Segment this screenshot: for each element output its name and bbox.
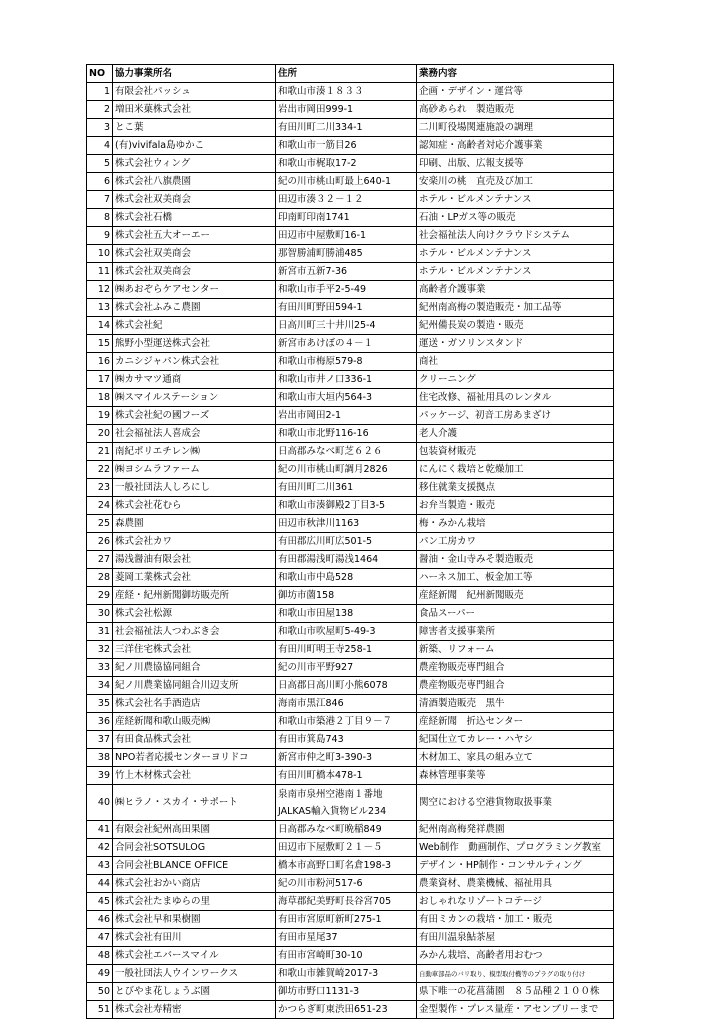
business-name: 株式会社おかい商店	[113, 875, 276, 893]
table-row	[87, 317, 614, 335]
business-content: 新築、リフォーム	[417, 641, 614, 659]
address: 海草郡紀美野町長谷宮705	[276, 893, 417, 911]
address-line-1: 泉南市泉州空港南１番地	[278, 788, 383, 800]
business-name: 株式会社双美商会	[113, 191, 276, 209]
table-row	[87, 263, 614, 281]
address: 新宮市仲之町3-390-3	[276, 749, 417, 767]
table-row	[87, 101, 614, 119]
row-number: 21	[87, 443, 113, 461]
row-number: 13	[87, 299, 113, 317]
business-name: 紀ノ川農業協同組合川辺支所	[113, 677, 276, 695]
business-name: 株式会社石橋	[113, 209, 276, 227]
business-content: にんにく栽培と乾燥加工	[417, 461, 614, 479]
business-name: 合同会社SOTSULOG	[113, 839, 276, 857]
business-name: (有)vivifala島ゆかこ	[113, 137, 276, 155]
business-name: 三洋住宅株式会社	[113, 641, 276, 659]
business-name: 株式会社寿精密	[113, 1001, 276, 1019]
table-row	[87, 965, 614, 983]
address: 御坊市野口1131-3	[276, 983, 417, 1001]
table-row	[87, 713, 614, 731]
business-name: ㈱スマイルステーション	[113, 389, 276, 407]
business-content: パッケージ、初音工房あまざけ	[417, 407, 614, 425]
business-name: 株式会社名手酒造店	[113, 695, 276, 713]
business-content: 紀州南高梅発祥農園	[417, 821, 614, 839]
table-row	[87, 929, 614, 947]
row-number: 42	[87, 839, 113, 857]
table-row	[87, 425, 614, 443]
cooperating-businesses-table	[86, 64, 614, 1019]
business-name: 株式会社エバースマイル	[113, 947, 276, 965]
business-content: 木材加工、家具の組み立て	[417, 749, 614, 767]
header-business-content: 業務内容	[417, 65, 614, 83]
table-row	[87, 479, 614, 497]
business-content: 森林管理事業等	[417, 767, 614, 785]
row-number: 28	[87, 569, 113, 587]
row-number: 12	[87, 281, 113, 299]
address: 御坊市薗158	[276, 587, 417, 605]
business-content: 醤油・金山寺みそ製造販売	[417, 551, 614, 569]
business-name: 株式会社紀	[113, 317, 276, 335]
table-row	[87, 209, 614, 227]
table-row	[87, 731, 614, 749]
business-content: みかん栽培、高齢者用おむつ	[417, 947, 614, 965]
address: 岩出市岡田2-1	[276, 407, 417, 425]
table-row	[87, 839, 614, 857]
business-content: 企画・デザイン・運営等	[417, 83, 614, 101]
table-row	[87, 533, 614, 551]
business-name: NPO若者応援センターヨリドコ	[113, 749, 276, 767]
table-row	[87, 137, 614, 155]
business-name: 有田食品株式会社	[113, 731, 276, 749]
row-number: 5	[87, 155, 113, 173]
business-content: 有田ミカンの栽培・加工・販売	[417, 911, 614, 929]
business-content: Web制作 動画制作、プログラミング教室	[417, 839, 614, 857]
table-row	[87, 191, 614, 209]
row-number: 45	[87, 893, 113, 911]
business-content: ホテル・ビルメンテナンス	[417, 263, 614, 281]
address: 有田川町明王寺258-1	[276, 641, 417, 659]
business-content: 有田川温泉鮎茶屋	[417, 929, 614, 947]
address: かつらぎ町東渋田651-23	[276, 1001, 417, 1019]
business-name: 湯浅醤油有限会社	[113, 551, 276, 569]
row-number: 7	[87, 191, 113, 209]
business-name: 一般社団法人ウインワークス	[113, 965, 276, 983]
business-content: 金型製作・プレス量産・アセンブリーまで	[417, 1001, 614, 1019]
row-number: 17	[87, 371, 113, 389]
address: 有田市宮原町新町275-1	[276, 911, 417, 929]
row-number: 2	[87, 101, 113, 119]
address: 有田川町野田594-1	[276, 299, 417, 317]
address: 田辺市中屋敷町16-1	[276, 227, 417, 245]
address: 有田川町二川334-1	[276, 119, 417, 137]
business-content: 食品スーパー	[417, 605, 614, 623]
business-name: 株式会社カワ	[113, 533, 276, 551]
row-number: 39	[87, 767, 113, 785]
address-line-2: JALKAS輸入貨物ビル234	[278, 805, 387, 817]
address: 和歌山市北野116-16	[276, 425, 417, 443]
row-number: 35	[87, 695, 113, 713]
business-content: 産経新聞 折込センター	[417, 713, 614, 731]
business-name: 株式会社花むら	[113, 497, 276, 515]
business-name: 菱岡工業株式会社	[113, 569, 276, 587]
address: 和歌山市築港２丁目９－７	[276, 713, 417, 731]
address: 和歌山市手平2-5-49	[276, 281, 417, 299]
business-content: 自動車部品のバリ取り、模型取付機等のプラグの取り付け	[417, 965, 614, 983]
table-row	[87, 83, 614, 101]
business-content: 紀国仕立てカレー・ハヤシ	[417, 731, 614, 749]
row-number: 26	[87, 533, 113, 551]
business-name: 株式会社八旗農園	[113, 173, 276, 191]
row-number: 51	[87, 1001, 113, 1019]
business-content: 老人介護	[417, 425, 614, 443]
table-row	[87, 461, 614, 479]
business-name: 株式会社双美商会	[113, 263, 276, 281]
address: 和歌山市湊御殿2丁目3-5	[276, 497, 417, 515]
address: 那智勝浦町勝浦485	[276, 245, 417, 263]
business-name: 一般社団法人しろにし	[113, 479, 276, 497]
business-content: 関空における空港貨物取扱事業	[417, 785, 614, 821]
business-content: 商社	[417, 353, 614, 371]
table-row	[87, 641, 614, 659]
row-number: 20	[87, 425, 113, 443]
row-number: 44	[87, 875, 113, 893]
business-content: ホテル・ビルメンテナンス	[417, 245, 614, 263]
address: 田辺市湊３２－１２	[276, 191, 417, 209]
business-name: 株式会社松源	[113, 605, 276, 623]
row-number: 15	[87, 335, 113, 353]
business-name: とびやま花しょうぶ園	[113, 983, 276, 1001]
row-number: 24	[87, 497, 113, 515]
business-name: カニシジャパン株式会社	[113, 353, 276, 371]
business-content: 移住就業支援拠点	[417, 479, 614, 497]
business-content: 産経新聞 紀州新聞販売	[417, 587, 614, 605]
address: 和歌山市中島528	[276, 569, 417, 587]
business-name: 株式会社早和果樹園	[113, 911, 276, 929]
address: 有田郡広川町広501-5	[276, 533, 417, 551]
row-number: 40	[87, 785, 113, 821]
business-content: 社会福祉法人向けクラウドシステム	[417, 227, 614, 245]
header-no: NO	[87, 65, 113, 83]
business-content: 認知症・高齢者対応介護事業	[417, 137, 614, 155]
table-row	[87, 767, 614, 785]
table-row	[87, 875, 614, 893]
row-number: 50	[87, 983, 113, 1001]
header-address: 住所	[276, 65, 417, 83]
table-row	[87, 623, 614, 641]
address: 和歌山市湊１８３３	[276, 83, 417, 101]
address: 和歌山市梅原579-8	[276, 353, 417, 371]
address: 日高郡日高川町小熊6078	[276, 677, 417, 695]
business-content: 清酒製造販売 黒牛	[417, 695, 614, 713]
address: 有田市星尾37	[276, 929, 417, 947]
table-row	[87, 749, 614, 767]
business-content: 二川町役場関連施設の調理	[417, 119, 614, 137]
table-row	[87, 659, 614, 677]
business-name: ㈱ヒラノ・スカイ・サポート	[113, 785, 276, 821]
business-name: 熊野小型運送株式会社	[113, 335, 276, 353]
row-number: 41	[87, 821, 113, 839]
business-content: お弁当製造・販売	[417, 497, 614, 515]
address: 岩出市岡田999-1	[276, 101, 417, 119]
table-row	[87, 119, 614, 137]
table-row	[87, 281, 614, 299]
address: 田辺市下屋敷町２１－５	[276, 839, 417, 857]
business-content: 包装資材販売	[417, 443, 614, 461]
business-content: 農業資材、農業機械、福祉用具	[417, 875, 614, 893]
business-content: 安楽川の桃 直売及び加工	[417, 173, 614, 191]
business-name: 森農園	[113, 515, 276, 533]
business-name: 株式会社五大オーエー	[113, 227, 276, 245]
table-row	[87, 911, 614, 929]
header-business-name: 協力事業所名	[113, 65, 276, 83]
address: 和歌山市梶取17-2	[276, 155, 417, 173]
row-number: 11	[87, 263, 113, 281]
address: 和歌山市一筋目26	[276, 137, 417, 155]
address: 日高郡みなべ町芝６２６	[276, 443, 417, 461]
address: 有田市箕島743	[276, 731, 417, 749]
table-row	[87, 947, 614, 965]
table-row	[87, 155, 614, 173]
row-number: 34	[87, 677, 113, 695]
table-row	[87, 335, 614, 353]
business-content: 高齢者介護事業	[417, 281, 614, 299]
business-content: デザイン・HP制作・コンサルティング	[417, 857, 614, 875]
business-content: 紀州備長炭の製造・販売	[417, 317, 614, 335]
business-content: パン工房カワ	[417, 533, 614, 551]
business-content: ハーネス加工、板金加工等	[417, 569, 614, 587]
business-name: 社会福祉法人つわぶき会	[113, 623, 276, 641]
business-name: 株式会社双美商会	[113, 245, 276, 263]
row-number: 6	[87, 173, 113, 191]
address: 和歌山市大垣内564-3	[276, 389, 417, 407]
row-number: 22	[87, 461, 113, 479]
business-content: 住宅改修、福祉用具のレンタル	[417, 389, 614, 407]
row-number: 38	[87, 749, 113, 767]
row-number: 49	[87, 965, 113, 983]
business-content: 梅・みかん栽培	[417, 515, 614, 533]
business-name: 株式会社ウィング	[113, 155, 276, 173]
table-row	[87, 497, 614, 515]
business-name: 株式会社ふみこ農園	[113, 299, 276, 317]
address: 新宮市五新7-36	[276, 263, 417, 281]
row-number: 27	[87, 551, 113, 569]
address: 新宮市あけぼの４－１	[276, 335, 417, 353]
row-number: 47	[87, 929, 113, 947]
address: 紀の川市平野927	[276, 659, 417, 677]
table-row	[87, 551, 614, 569]
address: 紀の川市粉河517-6	[276, 875, 417, 893]
table-row	[87, 299, 614, 317]
row-number: 46	[87, 911, 113, 929]
table-row	[87, 821, 614, 839]
business-content: 高砂あられ 製造販売	[417, 101, 614, 119]
address: 紀の川市桃山町最上640-1	[276, 173, 417, 191]
table-row	[87, 407, 614, 425]
row-number: 3	[87, 119, 113, 137]
address: 印南町印南1741	[276, 209, 417, 227]
business-name: 株式会社紀の國フーズ	[113, 407, 276, 425]
table-row	[87, 605, 614, 623]
business-content: 運送・ガソリンスタンド	[417, 335, 614, 353]
table-body	[87, 83, 614, 1019]
table-row	[87, 245, 614, 263]
table-row	[87, 983, 614, 1001]
business-name: 産経新聞和歌山販売㈱	[113, 713, 276, 731]
address: 和歌山市田屋138	[276, 605, 417, 623]
row-number: 43	[87, 857, 113, 875]
table-row	[87, 227, 614, 245]
address: 和歌山市井ノ口336-1	[276, 371, 417, 389]
row-number: 10	[87, 245, 113, 263]
business-name: 有限会社パッシュ	[113, 83, 276, 101]
table-row	[87, 587, 614, 605]
row-number: 9	[87, 227, 113, 245]
address: 有田川町橋本478-1	[276, 767, 417, 785]
table-row	[87, 677, 614, 695]
row-number: 29	[87, 587, 113, 605]
table-row	[87, 695, 614, 713]
address: 海南市黒江846	[276, 695, 417, 713]
table-row	[87, 389, 614, 407]
row-number: 31	[87, 623, 113, 641]
business-content: 印刷、出版、広報支援等	[417, 155, 614, 173]
business-content: おしゃれなリゾートコテージ	[417, 893, 614, 911]
address: 有田郡湯浅町湯浅1464	[276, 551, 417, 569]
table-row	[87, 1001, 614, 1019]
business-name: 南紀ポリエチレン㈱	[113, 443, 276, 461]
row-number: 14	[87, 317, 113, 335]
table-row	[87, 785, 614, 821]
table-row	[87, 857, 614, 875]
business-name: 増田米菓株式会社	[113, 101, 276, 119]
table-row	[87, 893, 614, 911]
address	[276, 785, 417, 821]
business-content: 紀州南高梅の製造販売・加工品等	[417, 299, 614, 317]
table-row	[87, 515, 614, 533]
row-number: 48	[87, 947, 113, 965]
business-name: 紀ノ川農協協同組合	[113, 659, 276, 677]
address: 橋本市高野口町名倉198-3	[276, 857, 417, 875]
address: 和歌山市雑賀崎2017-3	[276, 965, 417, 983]
row-number: 37	[87, 731, 113, 749]
table-row	[87, 443, 614, 461]
business-name: 有限会社紀州高田果園	[113, 821, 276, 839]
business-name: 株式会社有田川	[113, 929, 276, 947]
row-number: 30	[87, 605, 113, 623]
table-row	[87, 371, 614, 389]
business-content: 農産物販売専門組合	[417, 659, 614, 677]
business-content: 石油・LPガス等の販売	[417, 209, 614, 227]
address: 和歌山市吹屋町5-49-3	[276, 623, 417, 641]
business-name: とこ葉	[113, 119, 276, 137]
business-name: 産経・紀州新聞御坊販売所	[113, 587, 276, 605]
business-content: 農産物販売専門組合	[417, 677, 614, 695]
business-name: ㈱ヨシムラファーム	[113, 461, 276, 479]
business-content: クリーニング	[417, 371, 614, 389]
address: 日高郡みなべ町晩稲849	[276, 821, 417, 839]
table-row	[87, 353, 614, 371]
business-content: ホテル・ビルメンテナンス	[417, 191, 614, 209]
row-number: 36	[87, 713, 113, 731]
row-number: 1	[87, 83, 113, 101]
business-name: ㈱カサマツ通商	[113, 371, 276, 389]
address: 田辺市秋津川1163	[276, 515, 417, 533]
table-row	[87, 173, 614, 191]
business-name: 株式会社たまゆらの里	[113, 893, 276, 911]
row-number: 16	[87, 353, 113, 371]
address: 紀の川市桃山町調月2826	[276, 461, 417, 479]
business-name: ㈱あおぞらケアセンター	[113, 281, 276, 299]
business-name: 社会福祉法人喜成会	[113, 425, 276, 443]
row-number: 4	[87, 137, 113, 155]
address: 日高川町三十井川25-4	[276, 317, 417, 335]
address: 有田川町二川361	[276, 479, 417, 497]
business-content: 県下唯一の花菖蒲園 ８５品種２１００株	[417, 983, 614, 1001]
table-row	[87, 569, 614, 587]
row-number: 23	[87, 479, 113, 497]
row-number: 32	[87, 641, 113, 659]
business-name: 合同会社BLANCE OFFICE	[113, 857, 276, 875]
row-number: 18	[87, 389, 113, 407]
row-number: 19	[87, 407, 113, 425]
row-number: 8	[87, 209, 113, 227]
row-number: 33	[87, 659, 113, 677]
address: 有田市宮崎町30-10	[276, 947, 417, 965]
business-name: 竹上木材株式会社	[113, 767, 276, 785]
row-number: 25	[87, 515, 113, 533]
business-content: 障害者支援事業所	[417, 623, 614, 641]
header-row	[87, 65, 614, 83]
